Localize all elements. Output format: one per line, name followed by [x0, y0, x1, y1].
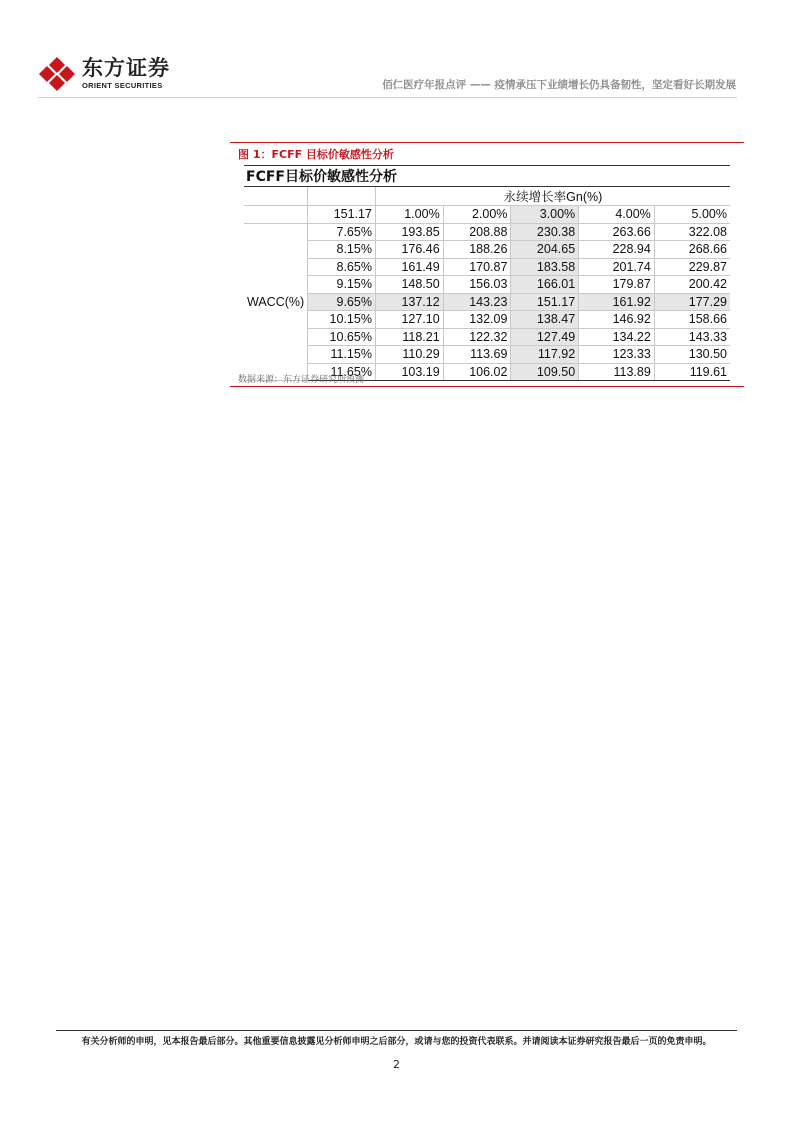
logo-english-name: ORIENT SECURITIES [82, 81, 163, 90]
sensitivity-table [244, 165, 730, 381]
figure-source: 数据来源：东方证券研究所预测 [238, 375, 365, 385]
table-cell: 179.87 [579, 276, 655, 294]
table-cell: 208.88 [443, 223, 511, 241]
page-number: 2 [393, 1058, 400, 1071]
table-row [244, 276, 730, 294]
gn-header-row [244, 187, 730, 206]
footer-disclaimer: 有关分析师的申明，见本报告最后部分。其他重要信息披露见分析师申明之后部分，或请与您的投资代表联系。并请阅读本证券研究报告最后一页的免责申明。 [81, 1037, 712, 1047]
gn-value: 1.00% [375, 206, 443, 224]
table-cell: 103.19 [375, 363, 443, 381]
table-row-highlighted [244, 293, 730, 311]
table-cell: 127.49 [511, 328, 579, 346]
gn-value: 5.00% [654, 206, 730, 224]
table-cell: 113.69 [443, 346, 511, 364]
table-cell: 170.87 [443, 258, 511, 276]
table-row [244, 346, 730, 364]
blank-cell [244, 187, 308, 206]
table-title: FCFF目标价敏感性分析 [244, 166, 730, 187]
table-cell: 117.92 [511, 346, 579, 364]
logo-chinese-name: 东方证券 [82, 56, 170, 80]
table-cell: 176.46 [375, 241, 443, 259]
table-cell: 161.92 [579, 293, 655, 311]
report-header-title: 佰仁医疗年报点评 —— 疫情承压下业绩增长仍具备韧性，坚定看好长期发展 [382, 79, 736, 91]
wacc-value: 11.65% [308, 363, 376, 381]
table-cell: 201.74 [579, 258, 655, 276]
table-row [244, 241, 730, 259]
table-cell: 146.92 [579, 311, 655, 329]
table-cell: 268.66 [654, 241, 730, 259]
table-cell: 122.32 [443, 328, 511, 346]
table-cell: 138.47 [511, 311, 579, 329]
header-divider [38, 97, 737, 98]
company-logo [38, 56, 173, 92]
table-cell: 119.61 [654, 363, 730, 381]
figure-bottom-rule [230, 386, 744, 387]
orient-securities-logo-icon [38, 56, 76, 92]
table-cell: 228.94 [579, 241, 655, 259]
table-cell: 134.22 [579, 328, 655, 346]
table-cell: 166.01 [511, 276, 579, 294]
wacc-row-label: WACC(%) [244, 223, 308, 381]
table-row [244, 311, 730, 329]
blank-cell [308, 187, 376, 206]
table-cell: 148.50 [375, 276, 443, 294]
table-cell: 204.65 [511, 241, 579, 259]
wacc-value: 9.65% [308, 293, 376, 311]
wacc-value: 8.15% [308, 241, 376, 259]
wacc-value: 9.15% [308, 276, 376, 294]
table-cell: 143.33 [654, 328, 730, 346]
wacc-value: 11.15% [308, 346, 376, 364]
gn-header: 永续增长率Gn(%) [375, 187, 730, 206]
table-cell: 230.38 [511, 223, 579, 241]
footer-divider [56, 1030, 737, 1031]
gn-value: 3.00% [511, 206, 579, 224]
table-cell: 110.29 [375, 346, 443, 364]
figure-top-rule [230, 142, 744, 143]
table-cell: 158.66 [654, 311, 730, 329]
table-row [244, 258, 730, 276]
figure-caption: 图 1：FCFF 目标价敏感性分析 [238, 148, 394, 161]
gn-value: 2.00% [443, 206, 511, 224]
table-cell: 156.03 [443, 276, 511, 294]
table-cell: 132.09 [443, 311, 511, 329]
wacc-value: 10.15% [308, 311, 376, 329]
table-row [244, 223, 730, 241]
wacc-value: 8.65% [308, 258, 376, 276]
table-cell: 118.21 [375, 328, 443, 346]
table-cell: 183.58 [511, 258, 579, 276]
table-cell: 137.12 [375, 293, 443, 311]
corner-value: 151.17 [308, 206, 376, 224]
table-cell: 188.26 [443, 241, 511, 259]
table-title-row [244, 166, 730, 187]
table-cell: 161.49 [375, 258, 443, 276]
wacc-value: 10.65% [308, 328, 376, 346]
table-cell: 177.29 [654, 293, 730, 311]
table-cell: 127.10 [375, 311, 443, 329]
table-cell: 229.87 [654, 258, 730, 276]
table-cell: 322.08 [654, 223, 730, 241]
table-row [244, 328, 730, 346]
blank-cell [244, 206, 308, 224]
gn-values-row [244, 206, 730, 224]
table-cell: 113.89 [579, 363, 655, 381]
table-cell: 123.33 [579, 346, 655, 364]
table-cell: 200.42 [654, 276, 730, 294]
table-cell: 106.02 [443, 363, 511, 381]
wacc-value: 7.65% [308, 223, 376, 241]
table-cell: 109.50 [511, 363, 579, 381]
table-cell: 130.50 [654, 346, 730, 364]
table-cell: 193.85 [375, 223, 443, 241]
table-cell: 263.66 [579, 223, 655, 241]
table-cell: 151.17 [511, 293, 579, 311]
gn-value: 4.00% [579, 206, 655, 224]
table-cell: 143.23 [443, 293, 511, 311]
